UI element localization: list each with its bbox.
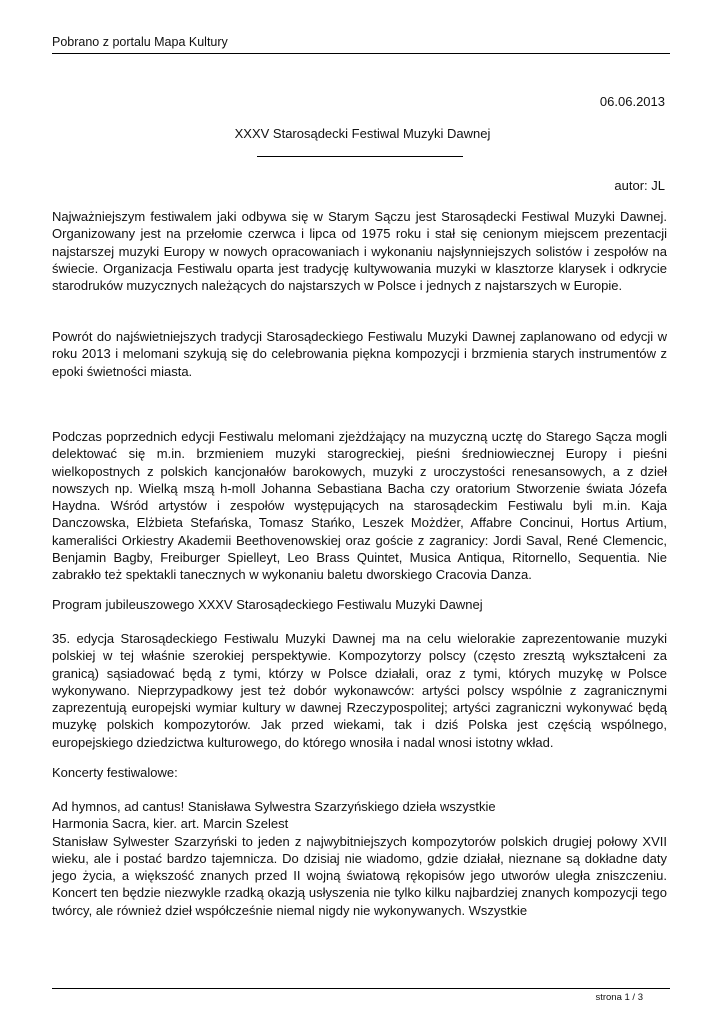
paragraph-previous-editions: Podczas poprzednich edycji Festiwalu melomani zjeżdżający na muzyczną ucztę do Starego Sącza mogli delektować się m.in. brzmieniem muzyki starogreckiej, pieśni średniowiecznej Europy i pieśni wielkopostnych z polskich kancjonałów barokowych, muzyki z uroczystości renesansowych, a z dzieł nowszych np. Wielką mszą h-moll Johanna Sebastiana Bacha czy oratorium Stworzenie świata Józefa Haydna. Wśród artystów i zespołów występujących na starosądeckim Festiwalu byli m.in. Kaja Danczowska, Elżbieta Stefańska, Tomasz Stańko, Leszek Możdżer, Affabre Concinui, Hortus Artium, kameraliści Orkiestry Akademii Beethovenowskiej oraz goście z zagranicy: Jordi Saval, René Clemencic, Benjamin Bagby, Freiburger Spielleyt, Leo Brass Quintet, Musica Antiqua, Ritornello, Sequentia. Nie zabrakło też spektakli tanecznych w wykonaniu baletu dworskiego Cracovia Danza.: [52, 429, 667, 583]
paragraph-program-heading: Program jubileuszowego XXXV Starosądeckiego Festiwalu Muzyki Dawnej: [52, 597, 483, 612]
paragraph-intro: Najważniejszym festiwalem jaki odbywa się w Starym Sączu jest Starosądecki Festiwal Muzyki Dawnej. Organizowany jest na przełomie czerwca i lipca od 1975 roku i stał się cenionym miejscem prezentacji najstarszej muzyki Europy w nowych opracowaniach i wykonaniu najsłynniejszych solistów i zespołów na świecie. Organizacja Festiwalu oparta jest tradycję kultywowania muzyki w klasztorze klarysek i odkrycie starodruków muzycznych należących do najstarszych w Polsce i jednych z najstarszych w Europie.: [52, 209, 667, 294]
concert-title: Ad hymnos, ad cantus! Stanisława Sylwestra Szarzyńskiego dzieła wszystkie: [52, 799, 496, 814]
footer-divider: [52, 988, 670, 989]
concert-block: [52, 798, 667, 919]
paragraph-edition-35: 35. edycja Starosądeckiego Festiwalu Muzyki Dawnej ma na celu wielorakie zaprezentowanie muzyki polskiej w tej właśnie szerokiej perspektywie. Kompozytorzy polscy (często zresztą wykształceni za granicą) sąsiadować będą z tymi, którzy w Polsce działali, oraz z tymi, których muzykę w Polsce wykonywano. Nieprzypadkowy jest też dobór wykonawców: artyści polscy wspólnie z zagranicznymi zaprezentują europejski wymiar kultury w dawnej Rzeczypospolitej; artyści zagraniczni wykonywać będą muzykę polskich kompozytorów. Jak przed wiekami, tak i dziś Polska jest częścią wspólnego, europejskiego dziedzictwa kulturowego, do którego wnosiła i nadal wnosi istotny wkład.: [52, 631, 667, 750]
concert-description: Stanisław Sylwester Szarzyński to jeden z najwybitniejszych kompozytorów polskich drugiej połowy XVII wieku, ale i postać bardzo tajemnicza. Do dzisiaj nie wiadomo, gdzie działał, nieznane są dokładne daty jego życia, a większość znanych przed II wojną światową rękopisów jego utworów uległa zniszczeniu. Koncert ten będzie niezwykle rzadką okazją usłyszenia nie tylko kilku najbardziej znanych kompozycji tego twórcy, ale również dzieł współcześnie niemal nigdy nie wykonywanych. Wszystkie: [52, 833, 667, 918]
paragraph-return: Powrót do najświetniejszych tradycji Starosądeckiego Festiwalu Muzyki Dawnej zaplanowano od edycji w roku 2013 i melomani szykują się do celebrowania piękna kompozycji i brzmienia starych instrumentów z epoki świetności miasta.: [52, 329, 667, 379]
article-title: XXXV Starosądecki Festiwal Muzyki Dawnej: [234, 126, 491, 141]
article-date: 06.06.2013: [599, 94, 665, 109]
article-author: autor: JL: [614, 178, 665, 193]
concert-performer: Harmonia Sacra, kier. art. Marcin Szelest: [52, 816, 289, 832]
header-divider: [52, 53, 670, 54]
page-number: strona 1 / 3: [595, 992, 643, 1003]
title-underline: [257, 156, 463, 157]
header-source: Pobrano z portalu Mapa Kultury: [52, 35, 228, 49]
paragraph-concerts-heading: Koncerty festiwalowe:: [52, 765, 178, 780]
